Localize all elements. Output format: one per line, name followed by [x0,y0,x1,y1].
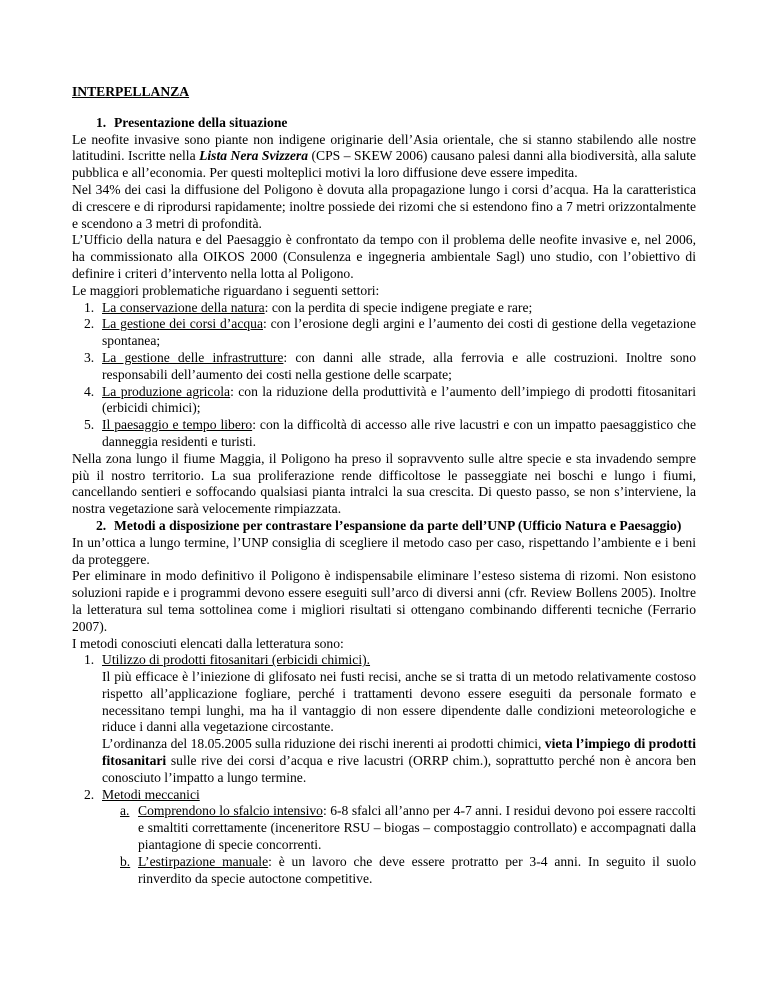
sub-letter: b. [120,853,131,869]
underlined-label: Utilizzo di prodotti fitosanitari (erbicidi chimici). [102,652,371,668]
paragraph: I metodi conosciuti elencati dalla letteratura sono: [72,635,344,651]
list-number: 4. [84,383,95,399]
paragraph: Le maggiori problematiche riguardano i seguenti settori: [72,282,380,298]
list-item [72,384,696,418]
method-item [72,652,696,786]
paragraph: Il più efficace è l’iniezione di glifosato nei fusti recisi, anche se si tratta di un metodo relativamente costoso rispetto all’applicazione fogliare, perché i trattamenti devono essere eseguiti da personale formato e necessitano tempi lunghi, ma ha il vantaggio di non essere dipendente dalle condizioni meteorologiche e riduce i danni alla vegetazione circostante. [102,669,696,735]
underlined-label: Il paesaggio e tempo libero [102,417,253,433]
list-number: 1. [84,652,95,668]
text-run: sulle rive dei corsi d’acqua e rive lacustri (ORRP chim.), soprattutto perché non è ancora ben conosciuto l’impatto a lungo termine. [102,753,696,785]
list-number: 2. [84,786,95,802]
paragraph: Nella zona lungo il fiume Maggia, il Poligono ha preso il sopravvento sulle altre specie e sta invadendo sempre più il nostro territorio. La sua proliferazione rende difficoltose le passeggiate nei boschi e lungo i fiumi, cancellando sentieri e soffocando qualsiasi pianta intralci la sua crescita. Di questo passo, se non s’interviene, la nostra vegetazione sarà velocemente rimpiazzata. [72,450,696,517]
paragraph: Per eliminare in modo definitivo il Poligono è indispensabile eliminare l’esteso sistema di rizomi. Non esistono soluzioni rapide e i programmi devono essere eseguiti sull’arco di diversi anni (cfr. Review Bollens 2005). Inoltre la letteratura sul tema sottolinea come i migliori risultati si ottengano combinando differenti tecniche (Ferrario 2007). [72,568,696,634]
text-run: : con l’erosione degli argini e l’aumento dei costi di gestione della vegetazione spontanea; [102,316,696,349]
paragraph: In un’ottica a lungo termine, l’UNP consiglia di scegliere il metodo caso per caso, rispettando l’ambiente e i beni da proteggere. [72,534,696,567]
sub-item [102,854,696,888]
text-run: L’ordinanza del 18.05.2005 sulla riduzione dei rischi inerenti ai prodotti chimici, [102,736,545,752]
section-1-heading [72,115,696,132]
underlined-label: L’estirpazione manuale [138,853,269,869]
underlined-label: La gestione delle infrastrutture [102,349,284,365]
list-text [102,417,696,451]
bold-text: vieta l’impiego di prodotti fitosanitari [102,736,696,769]
document-page [72,84,696,887]
text-run: : 6-8 sfalci all’anno per 4-7 anni. I residui devono poi essere raccolti e smaltiti correttamente (inceneritore RSU – biogas – compostaggio controllato) e accompagnati dalla piantagione di specie concorrenti. [138,803,696,853]
text-run: (CPS – SKEW 2006) causano palesi danni alla biodiversità, alla salute pubblica e all’economia. Per questi molteplici motivi la loro diffusione deve essere impedita. [72,148,697,181]
method-item [72,787,696,804]
section-number: 2. [96,517,107,533]
section-title: Presentazione della situazione [114,114,288,130]
sub-text [138,803,696,853]
paragraph: L’Ufficio della natura e del Paesaggio è confrontato da tempo con il problema delle neofite invasive e, nel 2006, ha commissionato alla OIKOS 2000 (Consulenza e ingegneria ambientale Sagl) uno studio, con l’obiettivo di definire i criteri d’intervento nella lotta al Poligono. [72,232,696,281]
text-run: : è un lavoro che deve essere protratto per 3-4 anni. In seguito il suolo rinverdito da specie autoctone competitive. [138,853,696,886]
list-item [72,316,696,350]
list-number: 1. [84,299,95,315]
paragraph: Nel 34% dei casi la diffusione del Poligono è dovuta alla propagazione lungo i corsi d’acqua. Ha la caratteristica di crescere e di riprodursi rapidamente; inoltre possiede dei rizomi che si estendono fino a 7 metri orizzontalmente e scendono a 3 metri di profondità. [72,181,696,231]
text-run: : con danni alle strade, alla ferrovia e alle costruzioni. Inoltre sono responsabili dell’aumento dei costi nella gestione delle scarpate; [102,349,696,382]
list-text [102,300,696,317]
list-number: 2. [84,316,95,332]
paragraph [102,736,696,786]
text-run: Le neofite invasive sono piante non indigene originarie dell’Asia orientale, che si stanno stabilendo alle nostre latitudini. Iscritte nella [72,131,696,164]
list-item [72,300,696,317]
emphasis-text: Lista Nera Svizzera [199,148,309,164]
underlined-label: La produzione agricola [102,383,231,399]
sub-item [102,803,696,853]
list-text [102,652,696,786]
section-number: 1. [96,114,107,130]
list-item [72,417,696,451]
text-run: : con la perdita di specie indigene pregiate e rare; [264,299,533,315]
sub-letter: a. [120,803,130,819]
list-number: 5. [84,417,95,433]
text-run: : con la riduzione della produttività e l’aumento dell’impiego di prodotti fitosanitari (erbicidi chimici); [102,383,696,416]
sub-list-body [102,803,696,887]
list-item [72,350,696,384]
list-number: 3. [84,349,95,365]
sub-list [72,803,696,887]
list-text [102,384,696,418]
list-text [102,350,696,384]
underlined-label: La gestione dei corsi d’acqua [102,316,264,332]
text-run: : con la difficoltà di accesso alle rive lacustri e con un impatto paesaggistico che danneggia residenti e turisti. [102,417,696,449]
section-2-heading [72,518,696,535]
section-title: Metodi a disposizione per contrastare l’espansione da parte dell’UNP (Ufficio Natura e Paesaggio) [114,517,682,533]
document-title: INTERPELLANZA [72,84,190,99]
list-text [102,787,696,804]
paragraph [72,132,696,182]
list-text [102,316,696,350]
underlined-label: Metodi meccanici [102,786,200,802]
underlined-label: Comprendono lo sfalcio intensivo [138,803,323,819]
spacer [84,803,102,887]
underlined-label: La conservazione della natura [102,299,265,315]
sub-text [138,854,696,888]
